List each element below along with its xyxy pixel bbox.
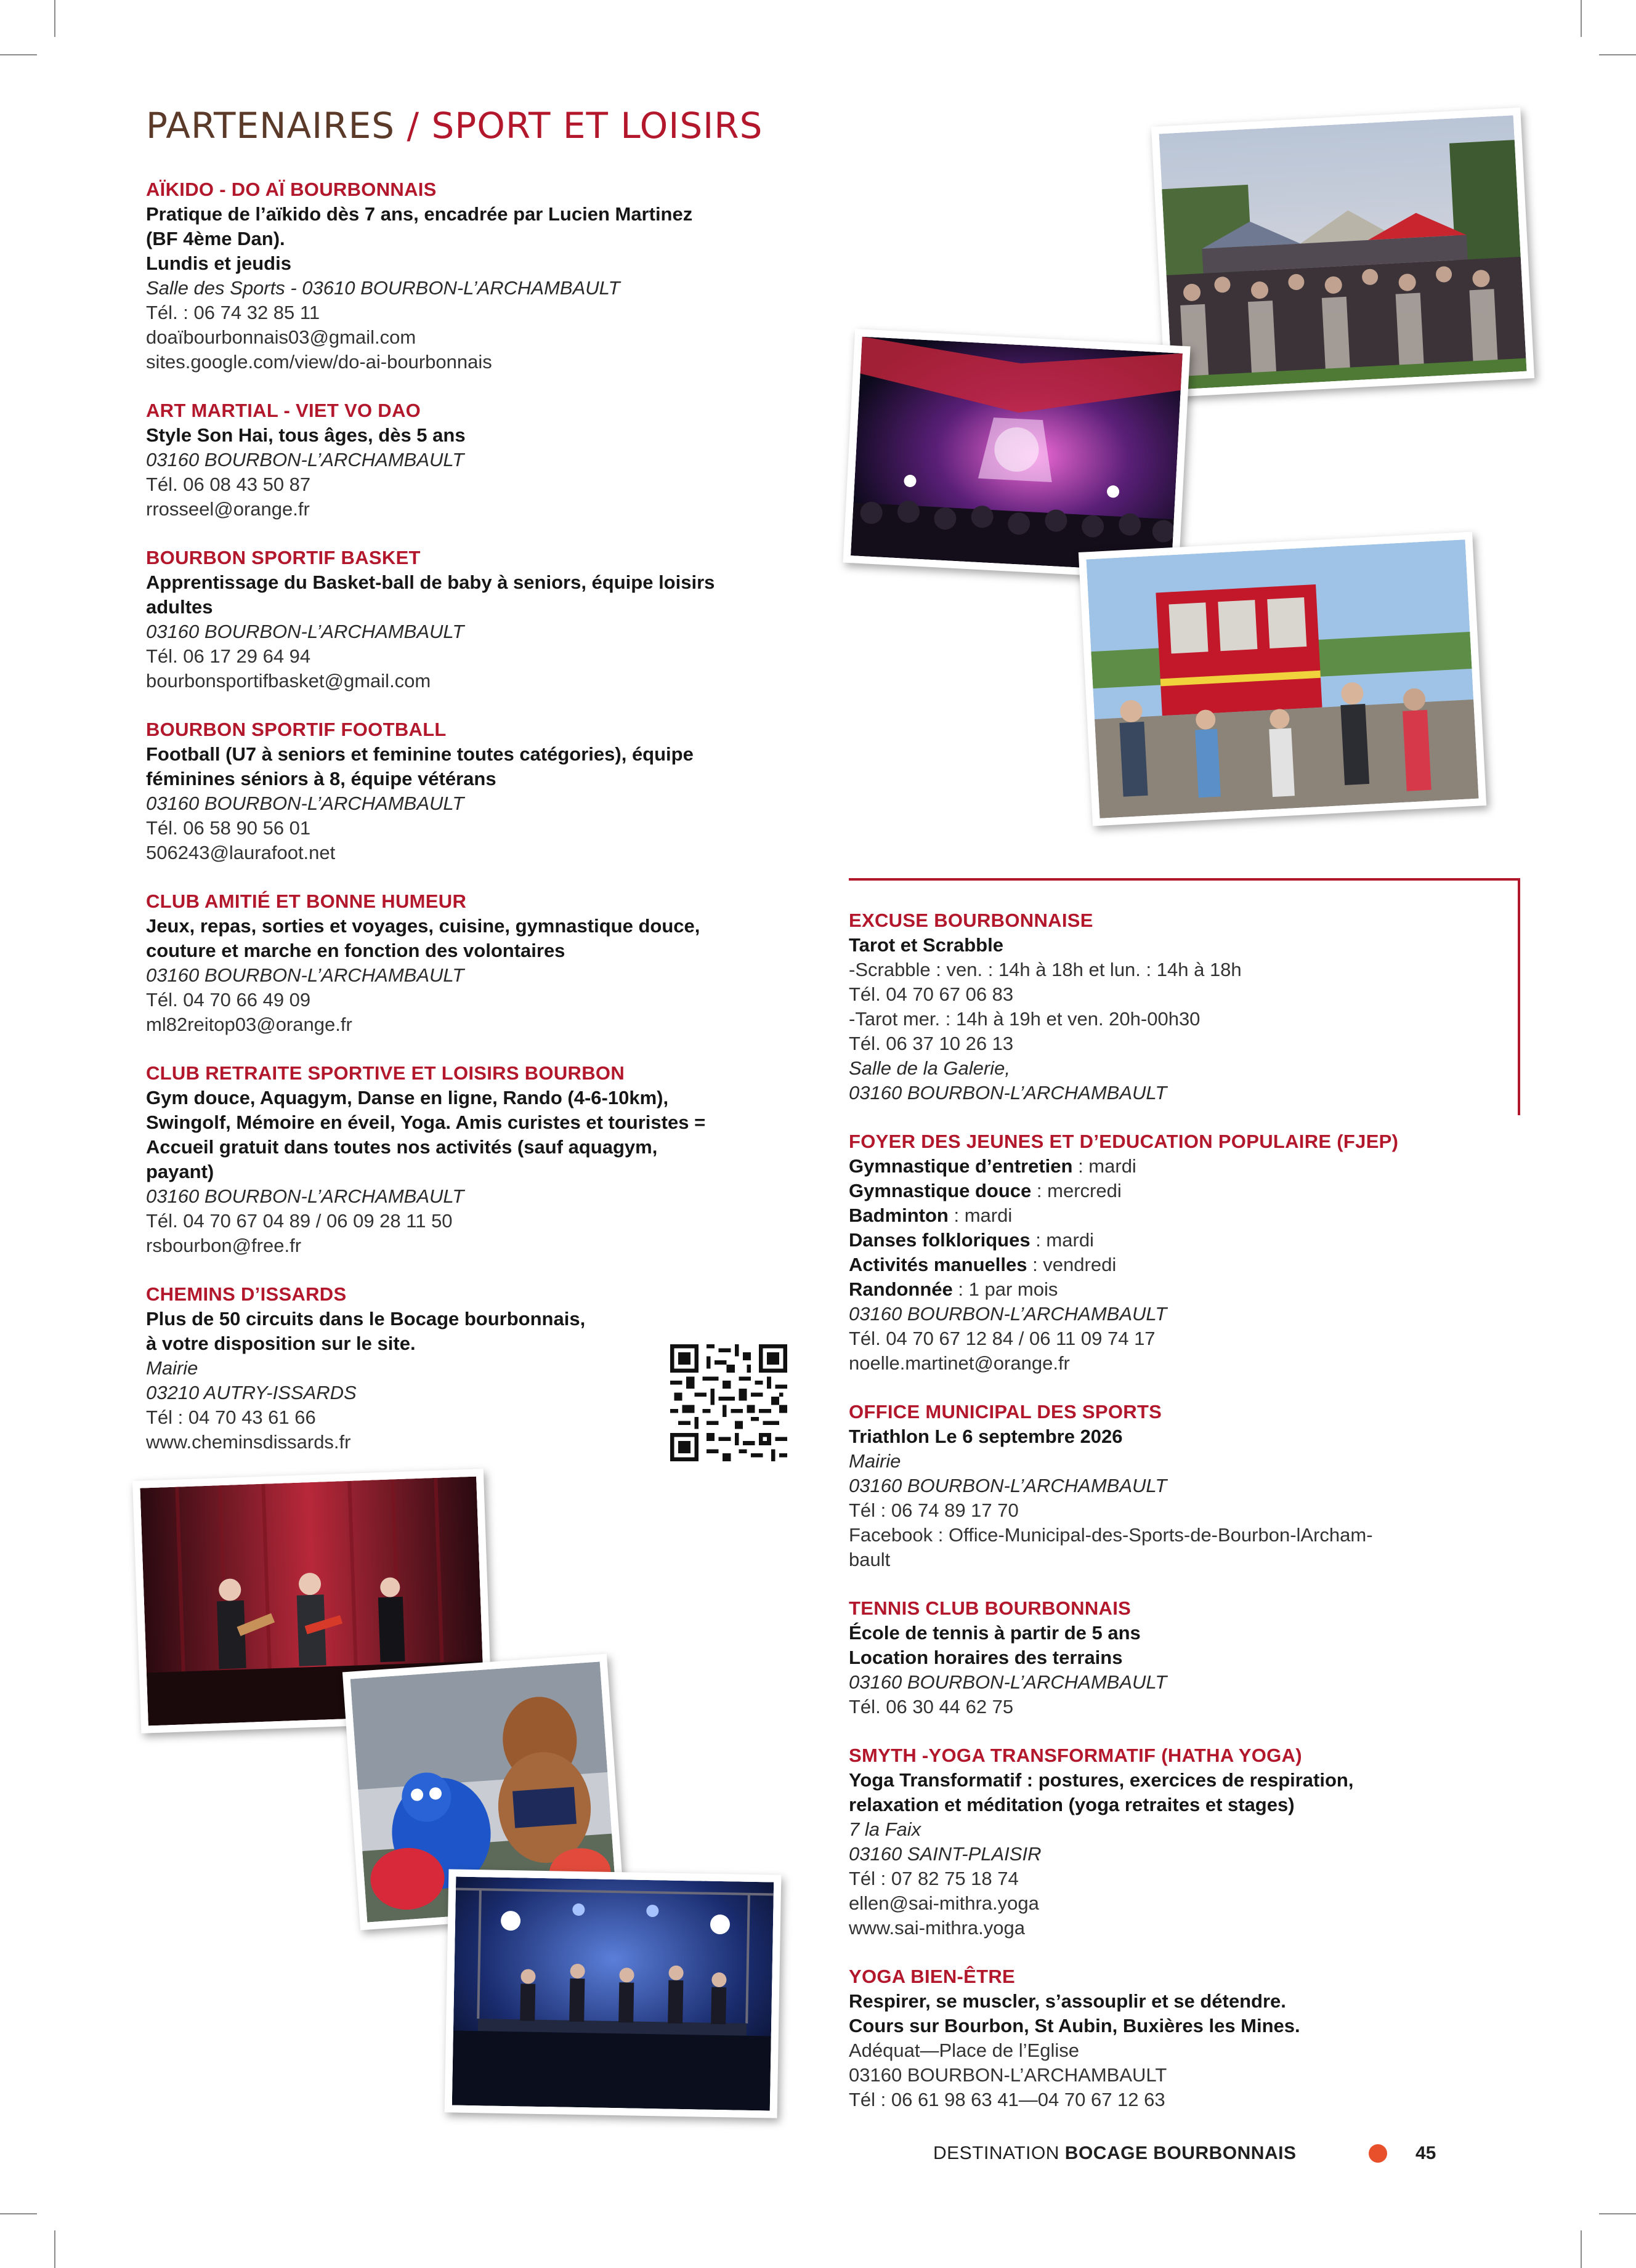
entry-website[interactable]: sites.google.com/view/do-ai-bourbonnais	[146, 351, 492, 373]
qr-code[interactable]	[670, 1344, 787, 1461]
activity-row	[849, 1154, 1489, 1179]
entry-title: CHEMINS D’ISSARDS	[146, 1283, 347, 1305]
entry-email[interactable]: doaïbourbonnais03@gmail.com	[146, 326, 416, 348]
activity-name: Badminton	[849, 1205, 949, 1226]
entry-phone: Tél. 06 30 44 62 75	[849, 1696, 1014, 1717]
entry-description: Pratique de l’aïkido dès 7 ans, encadrée par Lucien Martinez	[146, 203, 693, 225]
title-separator: /	[407, 105, 420, 147]
entry-phone: Tél : 06 61 98 63 41—04 70 67 12 63	[849, 2089, 1165, 2110]
crop-mark	[1581, 2230, 1582, 2268]
entry-email[interactable]: ml82reitop03@orange.fr	[146, 1014, 352, 1035]
entry-facebook[interactable]: bault	[849, 1549, 891, 1570]
entry-schedule: -Tarot mer. : 14h à 19h et ven. 20h-00h30	[849, 1008, 1201, 1030]
entry-phone: Tél. 06 08 43 50 87	[146, 474, 311, 495]
entry-phone: Tél : 06 74 89 17 70	[849, 1499, 1019, 1521]
entry-title: CLUB AMITIÉ ET BONNE HUMEUR	[146, 890, 467, 912]
entry-description: Swingolf, Mémoire en éveil, Yoga. Amis curistes et touristes =	[146, 1112, 706, 1133]
entry-description: Cours sur Bourbon, St Aubin, Buxières les Mines.	[849, 2015, 1300, 2036]
entry-email[interactable]: noelle.martinet@orange.fr	[849, 1352, 1070, 1374]
activity-row	[849, 1203, 1489, 1228]
footer-dot-icon	[1369, 2144, 1387, 2163]
entry-title: OFFICE MUNICIPAL DES SPORTS	[849, 1401, 1162, 1423]
entry-phone: Tél. 04 70 67 04 89 / 06 09 28 11 50	[146, 1210, 453, 1232]
activity-day: : mardi	[948, 1205, 1013, 1226]
entry-email[interactable]: bourbonsportifbasket@gmail.com	[146, 670, 431, 692]
entry-address: 03160 BOURBON-L’ARCHAMBAULT	[849, 1303, 1167, 1325]
page-number: 45	[1415, 2143, 1436, 2163]
entry-address: 03210 AUTRY-ISSARDS	[146, 1382, 357, 1403]
entry-description: Lundis et jeudis	[146, 252, 291, 274]
entry-address: Salle de la Galerie,	[849, 1057, 1010, 1079]
entry-office-municipal	[849, 1400, 1489, 1572]
entry-schedule: -Scrabble : ven. : 14h à 18h et lun. : 14h à 18h	[849, 959, 1242, 980]
entry-club-amitie	[146, 889, 817, 1037]
entry-address: 03160 BOURBON-L’ARCHAMBAULT	[146, 449, 464, 470]
entry-club-retraite	[146, 1061, 817, 1258]
right-column	[849, 908, 1489, 2136]
title-part2: SPORT ET LOISIRS	[431, 105, 763, 147]
entry-description: Triathlon Le 6 septembre 2026	[849, 1426, 1123, 1447]
crop-mark	[1599, 2213, 1636, 2214]
entry-description: à votre disposition sur le site.	[146, 1333, 416, 1354]
entry-address: 03160 BOURBON-L’ARCHAMBAULT	[146, 621, 464, 642]
crop-mark	[0, 2213, 37, 2214]
entry-description: Football (U7 à seniors et feminine toutes catégories), équipe	[146, 743, 694, 765]
entry-title: BOURBON SPORTIF BASKET	[146, 547, 421, 568]
entry-description: payant)	[146, 1161, 214, 1182]
entry-website[interactable]: www.sai-mithra.yoga	[849, 1917, 1025, 1939]
entry-description: Jeux, repas, sorties et voyages, cuisine, gymnastique douce,	[146, 915, 700, 937]
page-title	[146, 105, 763, 147]
activity-name: Danses folkloriques	[849, 1229, 1031, 1251]
entry-description: adultes	[146, 596, 213, 618]
entry-title: BOURBON SPORTIF FOOTBALL	[146, 719, 447, 740]
activity-day: : mercredi	[1031, 1180, 1122, 1201]
entry-description: Accueil gratuit dans toutes nos activités (sauf aquagym,	[146, 1136, 658, 1158]
entry-title: TENNIS CLUB BOURBONNAIS	[849, 1597, 1132, 1619]
entry-address: 03160 BOURBON-L’ARCHAMBAULT	[146, 793, 464, 814]
activity-day: : vendredi	[1027, 1254, 1117, 1275]
entry-description: (BF 4ème Dan).	[146, 228, 285, 249]
entry-smyth-yoga	[849, 1743, 1489, 1940]
activity-day: : mardi	[1030, 1229, 1094, 1251]
entry-address: 03160 BOURBON-L’ARCHAMBAULT	[849, 1671, 1167, 1693]
entry-title: ART MARTIAL - VIET VO DAO	[146, 400, 421, 421]
entry-phone: Tél. 04 70 67 06 83	[849, 983, 1014, 1005]
entry-tennis	[849, 1596, 1489, 1719]
crop-mark	[0, 54, 37, 55]
entry-address: 03160 BOURBON-L’ARCHAMBAULT	[146, 964, 464, 986]
entry-excuse-bourbonnaise	[849, 908, 1489, 1105]
title-part1: PARTENAIRES	[146, 105, 395, 147]
activity-day: : mardi	[1072, 1155, 1136, 1177]
entry-basket	[146, 546, 817, 693]
entry-description: relaxation et méditation (yoga retraites et stages)	[849, 1794, 1295, 1815]
entry-description: Location horaires des terrains	[849, 1647, 1123, 1668]
entry-phone: Tél. 06 58 90 56 01	[146, 817, 311, 839]
entry-address: 03160 BOURBON-L’ARCHAMBAULT	[849, 1082, 1167, 1104]
activity-name: Gymnastique douce	[849, 1180, 1032, 1201]
entry-email[interactable]: rsbourbon@free.fr	[146, 1235, 302, 1256]
entry-description: féminines séniors à 8, équipe vétérans	[146, 768, 496, 789]
entry-description: Plus de 50 circuits dans le Bocage bourbonnais,	[146, 1308, 586, 1330]
entry-address: Adéquat—Place de l’Eglise	[849, 2040, 1079, 2061]
entry-description: Tarot et Scrabble	[849, 934, 1003, 956]
entry-viet-vo-dao	[146, 398, 817, 522]
entry-title: EXCUSE BOURBONNAISE	[849, 910, 1093, 931]
crop-mark	[54, 0, 55, 37]
activity-name: Gymnastique d’entretien	[849, 1155, 1073, 1177]
photo-festival-crowd	[1151, 108, 1534, 398]
entry-title: SMYTH -YOGA TRANSFORMATIF (HATHA YOGA)	[849, 1745, 1302, 1766]
entry-address: Mairie	[146, 1357, 198, 1379]
entry-address: 03160 BOURBON-L’ARCHAMBAULT	[849, 1475, 1167, 1496]
entry-address: 03160 BOURBON-L’ARCHAMBAULT	[849, 2064, 1167, 2086]
entry-email[interactable]: 506243@laurafoot.net	[146, 842, 336, 863]
entry-email[interactable]: ellen@sai-mithra.yoga	[849, 1892, 1039, 1914]
entry-facebook[interactable]: Facebook : Office-Municipal-des-Sports-de-Bourbon-lArcham-	[849, 1524, 1373, 1546]
entry-description: Style Son Hai, tous âges, dès 5 ans	[146, 424, 466, 446]
entry-website[interactable]: www.cheminsdissards.fr	[146, 1431, 351, 1453]
activity-day: : 1 par mois	[952, 1278, 1058, 1300]
activity-row	[849, 1228, 1489, 1253]
entry-phone: Tél : 07 82 75 18 74	[849, 1868, 1019, 1889]
entry-phone: Tél. 04 70 66 49 09	[146, 989, 311, 1011]
entry-address: 03160 SAINT-PLAISIR	[849, 1843, 1042, 1865]
entry-address: Mairie	[849, 1450, 901, 1472]
activity-row	[849, 1253, 1489, 1277]
entry-description: Respirer, se muscler, s’assouplir et se détendre.	[849, 1990, 1286, 2012]
entry-fjep	[849, 1129, 1489, 1376]
left-column	[146, 177, 817, 1479]
entry-phone: Tél. 06 17 29 64 94	[146, 645, 311, 667]
crop-mark	[1599, 54, 1636, 55]
entry-description: couture et marche en fonction des volontaires	[146, 940, 565, 961]
entry-football	[146, 717, 817, 865]
entry-phone: Tél. 04 70 67 12 84 / 06 11 09 74 17	[849, 1328, 1156, 1349]
activity-row	[849, 1179, 1489, 1203]
entry-address: 7 la Faix	[849, 1818, 921, 1840]
entry-title: AÏKIDO - DO AÏ BOURBONNAIS	[146, 179, 437, 200]
entry-address: 03160 BOURBON-L’ARCHAMBAULT	[146, 1185, 464, 1207]
entry-title: YOGA BIEN-ÊTRE	[849, 1966, 1016, 1987]
entry-description: Apprentissage du Basket-ball de baby à seniors, équipe loisirs	[146, 571, 715, 593]
entry-aikido	[146, 177, 817, 374]
entry-yoga-bien-etre	[849, 1964, 1489, 2112]
entry-phone: Tél. : 06 74 32 85 11	[146, 302, 320, 323]
entry-title: CLUB RETRAITE SPORTIVE ET LOISIRS BOURBON	[146, 1062, 625, 1084]
entry-description: Yoga Transformatif : postures, exercices de respiration,	[849, 1769, 1354, 1791]
entry-email[interactable]: rrosseel@orange.fr	[146, 498, 310, 520]
entry-description: École de tennis à partir de 5 ans	[849, 1622, 1141, 1644]
entry-title: FOYER DES JEUNES ET D’EDUCATION POPULAIRE (FJEP)	[849, 1131, 1399, 1152]
footer-label-strong: BOCAGE BOURBONNAIS	[1064, 2143, 1297, 2163]
crop-mark	[1581, 0, 1582, 37]
photo-stage-blue	[445, 1869, 782, 2118]
crop-mark	[54, 2230, 55, 2268]
entry-description: Gym douce, Aquagym, Danse en ligne, Rando (4-6-10km),	[146, 1087, 669, 1108]
entry-phone: Tél. 06 37 10 26 13	[849, 1033, 1014, 1054]
entry-phone: Tél : 04 70 43 61 66	[146, 1406, 316, 1428]
photo-fire-truck	[1079, 532, 1486, 826]
entry-address: Salle des Sports - 03610 BOURBON-L’ARCHAMBAULT	[146, 277, 620, 299]
footer-label: DESTINATION	[933, 2143, 1059, 2163]
footer-destination	[933, 2143, 1296, 2164]
activity-name: Activités manuelles	[849, 1254, 1027, 1275]
activity-row	[849, 1277, 1489, 1302]
activity-name: Randonnée	[849, 1278, 953, 1300]
photo-concert-stage	[843, 329, 1190, 580]
